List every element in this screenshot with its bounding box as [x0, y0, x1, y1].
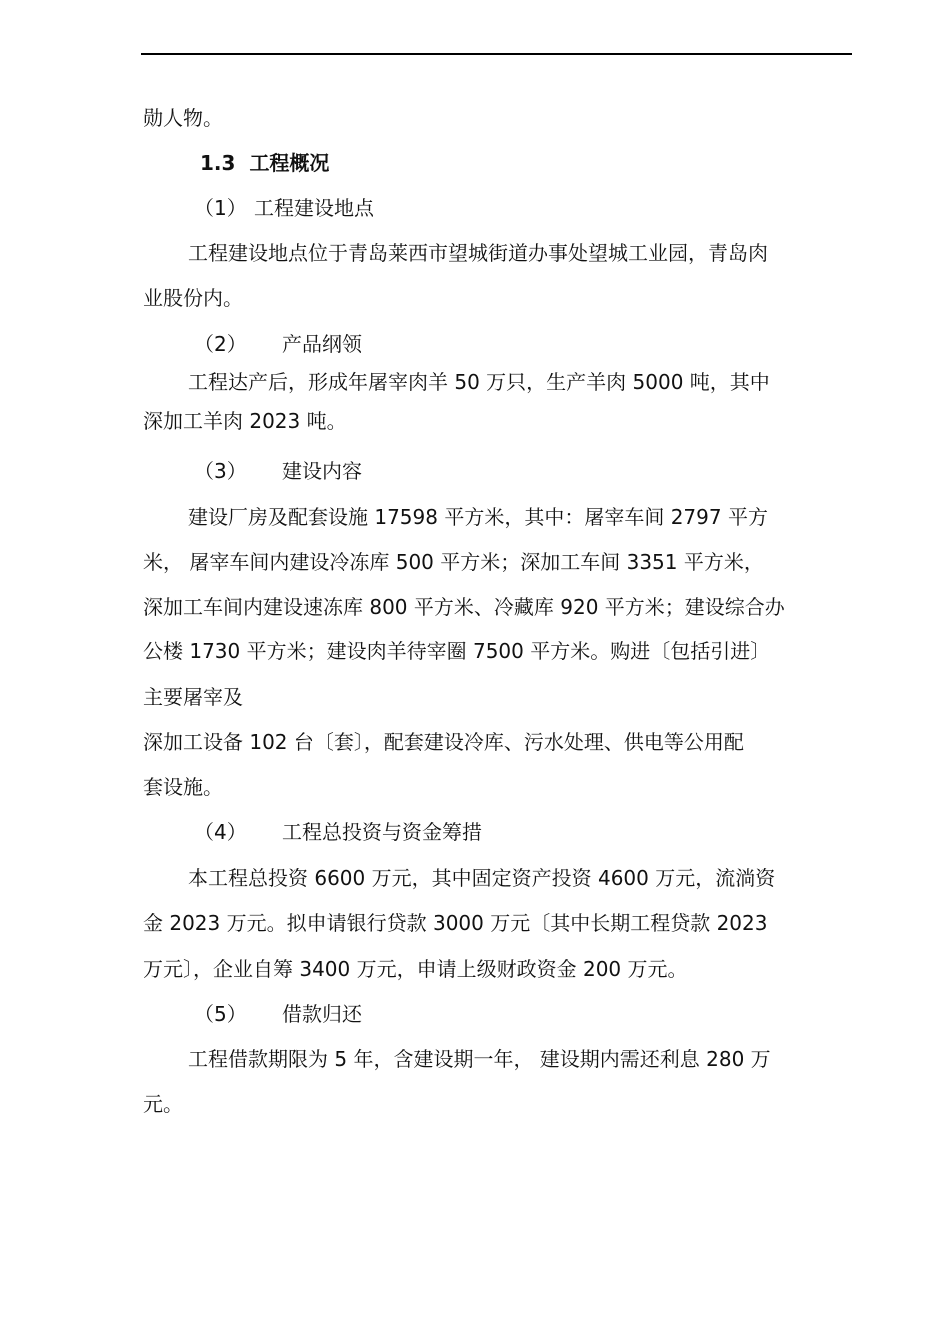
subsection-title: 产品纲领	[282, 332, 362, 356]
text-line: 工程借款期限为 5 年，含建设期一年， 建设期内需还利息 280 万	[188, 1047, 771, 1071]
text-line: 深加工羊肉 2023 吨。	[143, 409, 347, 433]
subsection-number: （4）	[194, 820, 247, 844]
subsection-title: 借款归还	[282, 1002, 362, 1026]
header-rule	[141, 53, 852, 55]
section-number: 1.3	[200, 151, 236, 175]
text-line: 深加工车间内建设速冻库 800 平方米、冷藏库 920 平方米；建设综合办	[143, 595, 785, 619]
section-heading	[200, 150, 329, 176]
text-line: 工程达产后，形成年屠宰肉羊 50 万只，生产羊肉 5000 吨，其中	[188, 370, 770, 394]
subsection-title: 工程建设地点	[254, 196, 374, 220]
subsection-heading	[194, 195, 374, 221]
subsection-title: 建设内容	[282, 459, 362, 483]
text-line: 主要屠宰及	[143, 685, 243, 709]
text-line: 套设施。	[143, 775, 223, 799]
text-line: 本工程总投资 6600 万元，其中固定资产投资 4600 万元，流淌资	[188, 866, 776, 890]
text-line: 业股份内。	[143, 286, 243, 310]
subsection-number: （3）	[194, 459, 247, 483]
subsection-number: （1）	[194, 196, 247, 220]
subsection-number: （2）	[194, 332, 247, 356]
text-line: 公楼 1730 平方米；建设肉羊待宰圈 7500 平方米。购进〔包括引进〕	[143, 639, 771, 663]
text-line: 元。	[143, 1092, 183, 1116]
section-title: 工程概况	[249, 151, 330, 175]
subsection-heading	[194, 331, 362, 357]
text-line: 建设厂房及配套设施 17598 平方米，其中：屠宰车间 2797 平方	[188, 505, 768, 529]
text-line: 工程建设地点位于青岛莱西市望城街道办事处望城工业园，青岛肉	[188, 241, 768, 265]
text-line: 金 2023 万元。拟申请银行贷款 3000 万元〔其中长期工程贷款 2023	[143, 911, 768, 935]
subsection-title: 工程总投资与资金筹措	[282, 820, 482, 844]
text-line: 米， 屠宰车间内建设冷冻库 500 平方米；深加工车间 3351 平方米，	[143, 550, 764, 574]
subsection-heading	[194, 1001, 362, 1027]
subsection-heading	[194, 458, 362, 484]
subsection-heading	[194, 819, 482, 845]
text-line: 万元〕，企业自筹 3400 万元，申请上级财政资金 200 万元。	[143, 957, 688, 981]
text-line: 深加工设备 102 台〔套〕，配套建设冷库、污水处理、供电等公用配	[143, 730, 744, 754]
subsection-number: （5）	[194, 1002, 247, 1026]
text-line: 勋人物。	[143, 106, 223, 130]
